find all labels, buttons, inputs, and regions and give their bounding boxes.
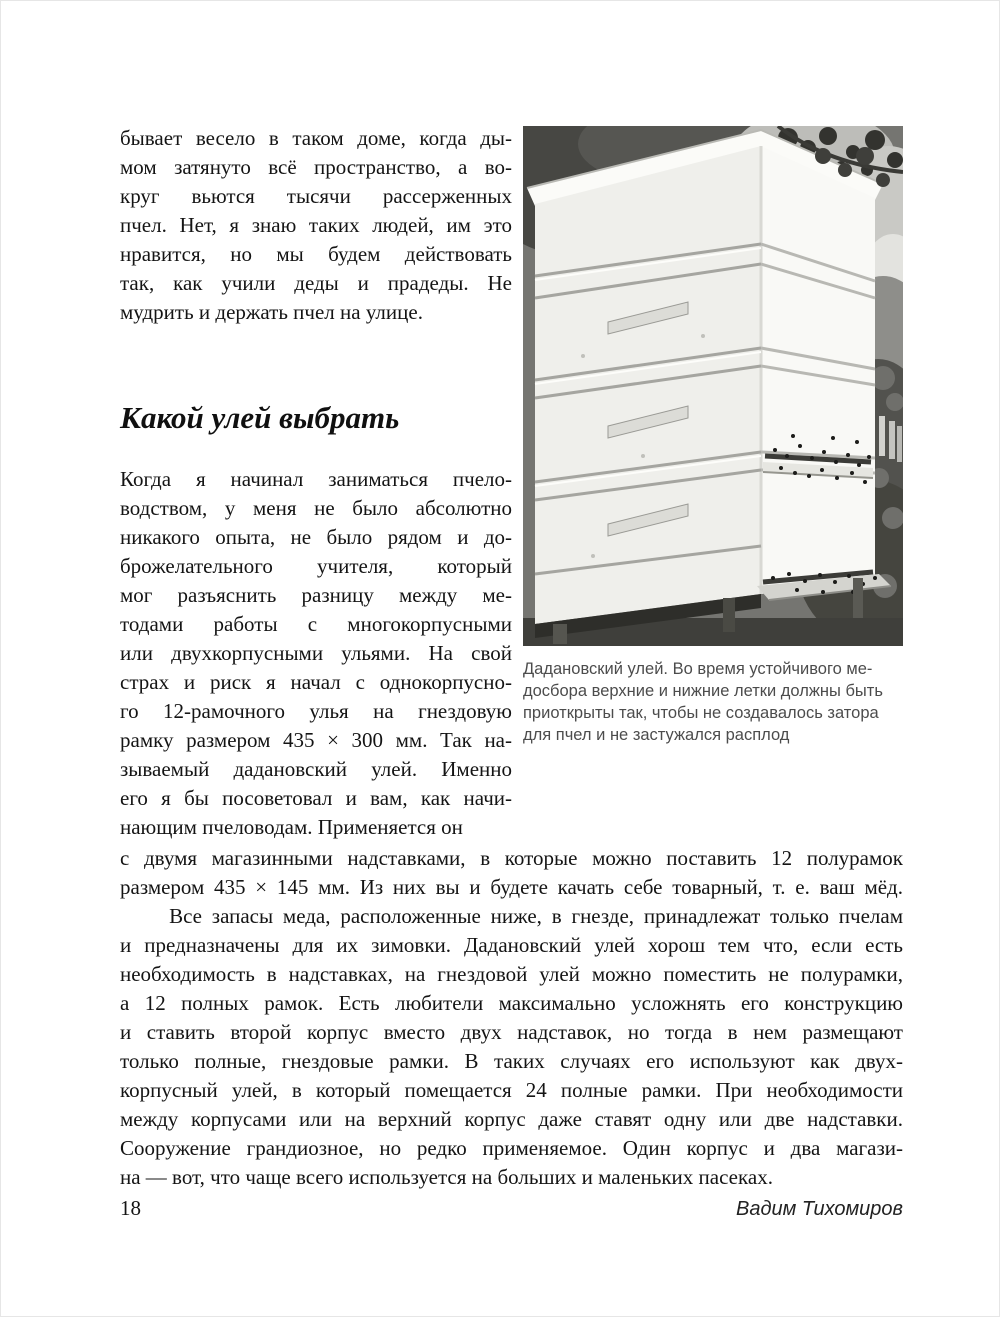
text-line: мудрить и держать пчел на улице. — [120, 300, 423, 324]
full-width-paragraph — [120, 844, 903, 1192]
text-line: Когда я начинал заниматься пчело- — [120, 467, 512, 491]
left-column — [120, 124, 512, 842]
text-line: нравится, но мы будем действовать — [120, 242, 512, 266]
text-line: Дадановский улей. Во время устойчивого ме- — [523, 660, 873, 678]
text-line: необходимость в надставках, на гнездовой улей можно поместить не полурамки, — [120, 962, 903, 986]
text-line: никакого опыта, не было рядом и до- — [120, 525, 512, 549]
beehive-photo-illustration — [523, 126, 903, 646]
column-paragraph — [120, 465, 512, 842]
text-line: размером 435 × 145 мм. Из них вы и будете качать себе товарный, т. е. ваш мёд. — [120, 875, 903, 899]
text-line: так, как учили деды и прадеды. Не — [120, 271, 512, 295]
text-line: го 12-рамочного улья на гнездовую — [120, 699, 512, 723]
text-line: рамку размером 435 × 300 мм. Так на- — [120, 728, 512, 752]
text-line: пчел. Нет, я знаю таких людей, им это — [120, 213, 512, 237]
text-line: для пчел и не застужался расплод — [523, 726, 790, 744]
text-line: и предназначены для их зимовки. Дадановский улей хорош тем что, если есть — [120, 933, 903, 957]
text-line: мог разъяснить разницу между ме- — [120, 583, 512, 607]
text-line: круг вьются тысячи рассерженных — [120, 184, 512, 208]
text-line: между корпусами или на верхний корпус даже ставят одну или две надставки. — [120, 1107, 903, 1131]
text-line: на — вот, что чаще всего используется на больших и маленьких пасеках. — [120, 1165, 773, 1189]
text-line: нающим пчеловодам. Применяется он — [120, 815, 463, 839]
text-line: Все запасы меда, расположенные ниже, в гнезде, принадлежат только пчелам — [120, 904, 904, 928]
text-line: зываемый дадановский улей. Именно — [120, 757, 512, 781]
intro-paragraph — [120, 124, 512, 327]
text-line: и ставить второй корпус вместо двух надставок, но тогда в нем размещают — [120, 1020, 903, 1044]
text-line: приоткрыты так, чтобы не создавалось затора — [523, 704, 879, 722]
figure — [523, 126, 903, 842]
page-number: 18 — [120, 1196, 141, 1220]
text-line: мом затянуто всё пространство, а во- — [120, 155, 512, 179]
text-line: тодами работы с многокорпусными — [120, 612, 512, 636]
text-line: страх и риск я начал с однокорпусно- — [120, 670, 512, 694]
text-line: корпусный улей, в который помещается 24 полные рамки. При необходимости — [120, 1078, 903, 1102]
text-line: с двумя магазинными надставками, в которые можно поставить 12 полурамок — [120, 846, 903, 870]
text-line: досбора верхние и нижние летки должны быть — [523, 682, 883, 700]
text-line: водством, у меня не было абсолютно — [120, 496, 512, 520]
text-line: брожелательного учителя, который — [120, 554, 512, 578]
top-layout-row — [120, 124, 903, 842]
text-line: бывает весело в таком доме, когда ды- — [120, 126, 512, 150]
text-line: только полные, гнездовые рамки. В таких случаях его используют как двух- — [120, 1049, 903, 1073]
beehive-photo — [523, 126, 903, 646]
author-name: Вадим Тихомиров — [735, 1198, 903, 1220]
text-line: Сооружение грандиозное, но редко применяемое. Один корпус и два магази- — [120, 1136, 903, 1160]
text-line: а 12 полных рамок. Есть любители максимально усложнять его конструкцию — [120, 991, 903, 1015]
chapter-heading: Какой улей выбрать — [120, 400, 400, 435]
text-line: его я бы посоветовал и вам, как начи- — [120, 786, 512, 810]
page-footer — [120, 1196, 903, 1221]
text-line: или двухкорпусными ульями. На свой — [120, 641, 512, 665]
figure-caption — [523, 658, 903, 746]
